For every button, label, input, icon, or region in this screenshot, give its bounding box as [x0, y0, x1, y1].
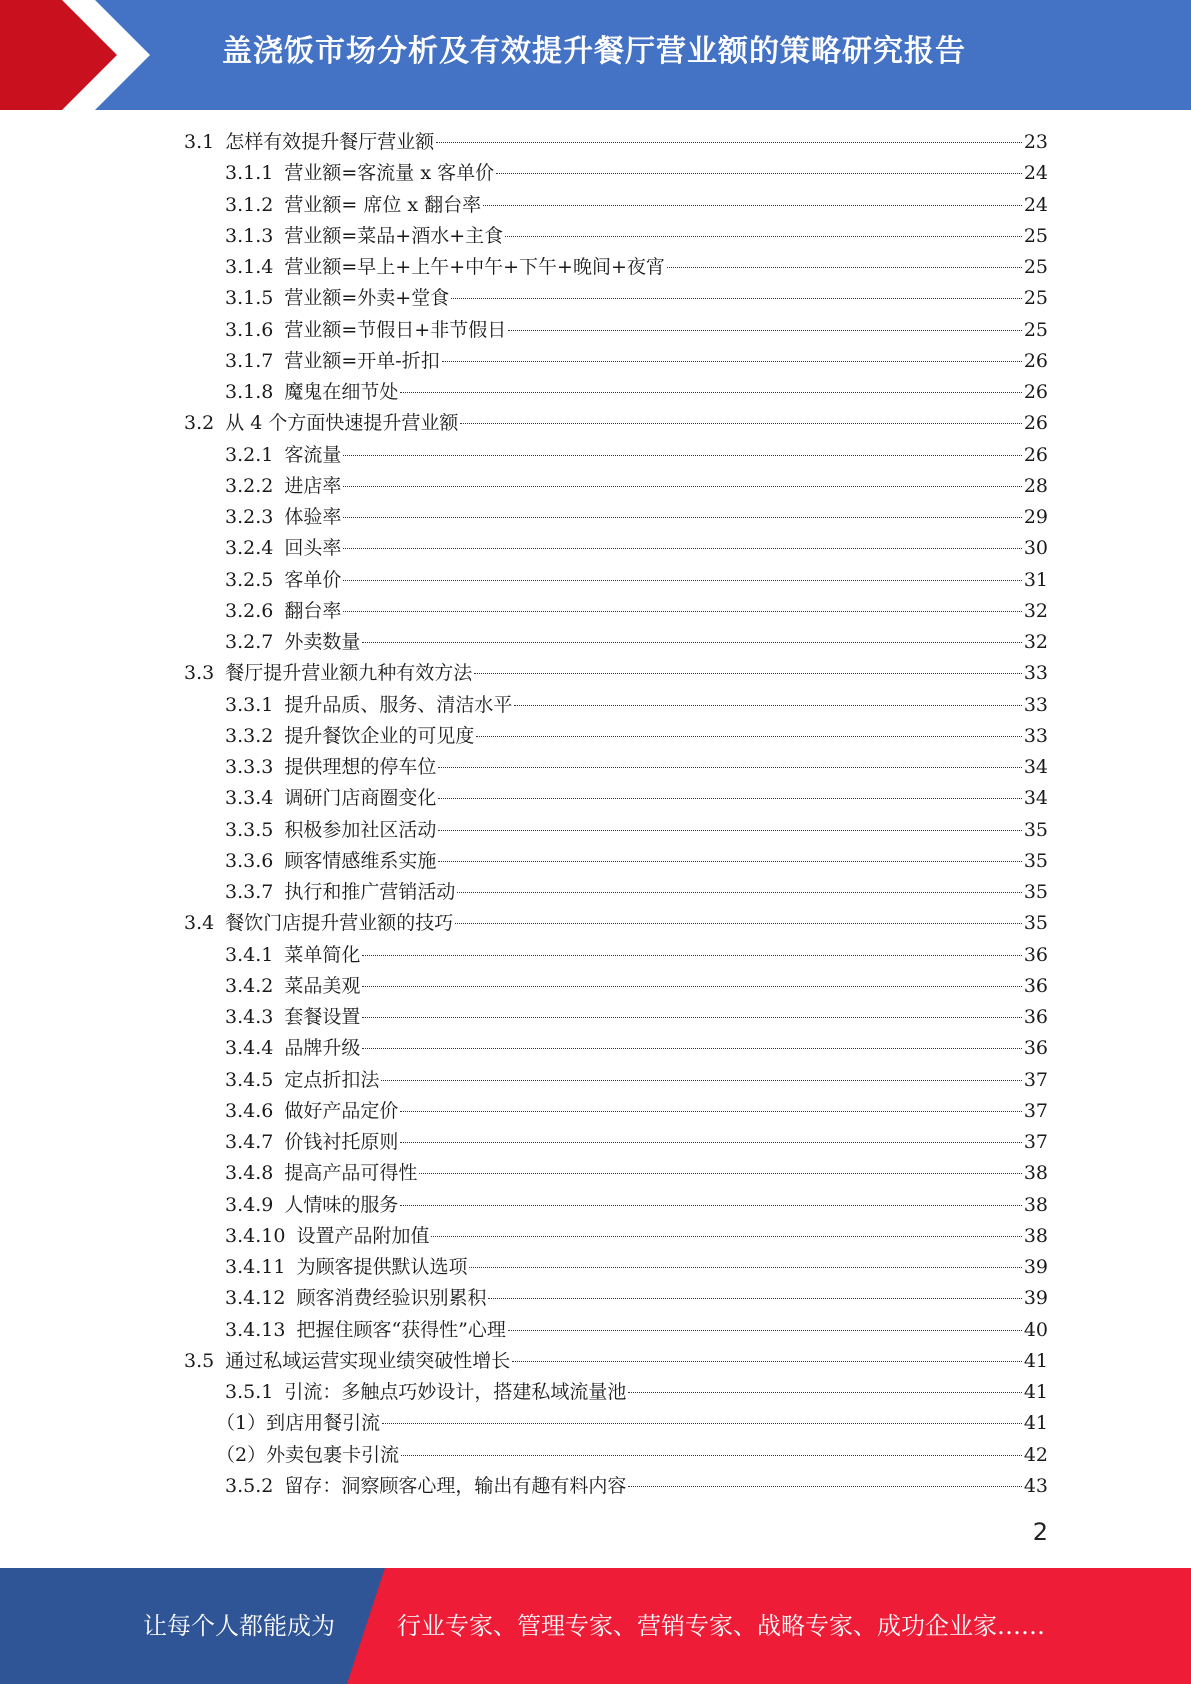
toc-entry[interactable] [184, 971, 1048, 1002]
header-arrow-decoration [0, 0, 170, 110]
toc-entry-number: 3.2.3 [225, 506, 274, 528]
toc-entry-number: 3.5.2 [225, 1474, 274, 1497]
toc-entry-page: 36 [1023, 943, 1048, 966]
toc-entry-title: 价钱衬托原则 [284, 1131, 399, 1153]
toc-entry[interactable] [184, 1408, 1048, 1439]
toc-entry-number: 3.3.3 [225, 756, 274, 778]
toc-leader-dots [476, 736, 1021, 737]
toc-entry-number: 3.2.1 [225, 443, 274, 466]
toc-entry-page: 24 [1023, 162, 1048, 185]
toc-entry-number: 3.3.7 [225, 881, 274, 903]
toc-leader-dots [508, 1330, 1022, 1331]
toc-leader-dots [362, 1048, 1021, 1049]
toc-entry-title: 设置产品附加值 [296, 1224, 430, 1247]
toc-leader-dots [343, 611, 1021, 612]
toc-entry-number: 3.2.4 [225, 537, 274, 560]
toc-entry[interactable] [184, 815, 1048, 846]
toc-entry-page: 37 [1023, 1099, 1048, 1122]
toc-leader-dots [400, 1205, 1021, 1206]
toc-entry-number: 3.1.4 [225, 256, 274, 278]
toc-entry[interactable] [184, 1315, 1048, 1346]
toc-leader-dots [496, 173, 1022, 174]
toc-entry-title: 怎样有效提升餐厅营业额 [225, 131, 435, 153]
toc-leader-dots [362, 642, 1021, 643]
toc-entry-number: 3.4.11 [225, 1256, 286, 1278]
toc-entry-title: 体验率 [284, 506, 342, 528]
toc-entry-title: 做好产品定价 [284, 1099, 399, 1122]
toc-leader-dots [483, 205, 1022, 206]
toc-entry-page: 33 [1023, 662, 1048, 685]
toc-entry-title: 营业额=开单-折扣 [284, 349, 440, 372]
toc-leader-dots [457, 892, 1021, 893]
toc-entry[interactable] [184, 502, 1048, 533]
toc-entry-page: 38 [1023, 1162, 1048, 1185]
toc-entry-title: 营业额=外卖+堂食 [284, 287, 450, 310]
toc-entry-title: 积极参加社区活动 [284, 818, 437, 841]
toc-entry[interactable] [184, 658, 1048, 689]
toc-entry-number: 3.4 [184, 912, 215, 935]
toc-entry-title: 品牌升级 [284, 1037, 361, 1060]
toc-entry-page: 37 [1023, 1068, 1048, 1091]
toc-entry-page: 29 [1023, 506, 1048, 528]
toc-entry[interactable] [184, 533, 1048, 564]
toc-entry-title: 定点折扣法 [284, 1068, 380, 1091]
toc-entry-number: 3.3.1 [225, 693, 274, 716]
toc-entry-title: 营业额=早上+上午+中午+下午+晚间+夜宵 [284, 256, 665, 278]
toc-entry-page: 39 [1023, 1256, 1048, 1278]
toc-entry-title: 调研门店商圈变化 [284, 787, 437, 810]
toc-entry-page: 32 [1023, 631, 1048, 653]
toc-entry-title: 提升餐饮企业的可见度 [284, 724, 475, 747]
toc-entry-page: 26 [1023, 349, 1048, 372]
toc-entry-page: 24 [1023, 193, 1048, 216]
toc-entry[interactable] [184, 221, 1048, 252]
toc-entry[interactable] [184, 252, 1048, 283]
toc-entry[interactable] [184, 721, 1048, 752]
toc-leader-dots [474, 673, 1022, 674]
toc-entry-number: 3.1.7 [225, 349, 274, 372]
toc-leader-dots [442, 361, 1022, 362]
toc-entry-title: 留存：洞察顾客心理，输出有趣有料内容 [284, 1474, 627, 1497]
toc-entry-number: 3.2.7 [225, 631, 274, 653]
toc-entry[interactable] [184, 158, 1048, 189]
header-banner [0, 0, 1191, 110]
toc-entry-title: 菜单简化 [284, 943, 361, 966]
toc-leader-dots [400, 392, 1021, 393]
toc-entry[interactable] [184, 1190, 1048, 1221]
toc-entry[interactable] [184, 565, 1048, 596]
toc-entry[interactable] [184, 1065, 1048, 1096]
toc-entry-title: 人情味的服务 [284, 1193, 399, 1216]
toc-entry-number: 3.5.1 [225, 1381, 274, 1403]
toc-entry-title: 提供理想的停车位 [284, 756, 437, 778]
toc-entry-title: 顾客情感维系实施 [284, 849, 437, 872]
toc-entry-page: 34 [1023, 787, 1048, 810]
toc-entry-number: 3.3.6 [225, 849, 274, 872]
toc-entry-title: 提升品质、服务、清洁水平 [284, 693, 513, 716]
toc-entry-number: 3.3 [184, 662, 215, 685]
toc-leader-dots [343, 486, 1021, 487]
toc-entry[interactable] [184, 1252, 1048, 1283]
toc-entry-page: 36 [1023, 1037, 1048, 1060]
toc-leader-dots [400, 1111, 1021, 1112]
toc-entry-title: 菜品美观 [284, 974, 361, 997]
toc-entry-title: 客单价 [284, 568, 342, 591]
toc-leader-dots [431, 1236, 1021, 1237]
table-of-contents [184, 127, 1048, 1502]
toc-entry-page: 40 [1023, 1318, 1048, 1341]
toc-entry[interactable] [184, 1002, 1048, 1033]
toc-entry-page: 35 [1023, 912, 1048, 935]
toc-entry-page: 25 [1023, 224, 1048, 247]
toc-entry[interactable] [184, 1158, 1048, 1189]
toc-entry-title: 营业额=客流量 x 客单价 [284, 162, 495, 185]
toc-leader-dots [436, 142, 1022, 143]
toc-entry-number: 3.3.2 [225, 724, 274, 747]
toc-leader-dots [488, 1298, 1021, 1299]
toc-leader-dots [505, 236, 1022, 237]
toc-entry-page: 26 [1023, 381, 1048, 403]
toc-entry[interactable] [184, 1471, 1048, 1502]
toc-entry[interactable] [184, 690, 1048, 721]
toc-entry-number: （1） [216, 1412, 267, 1435]
toc-entry-number: 3.4.8 [225, 1162, 274, 1185]
toc-entry-page: 36 [1023, 1006, 1048, 1028]
toc-entry-title: 顾客消费经验识别累积 [296, 1287, 487, 1310]
toc-entry-number: 3.5 [184, 1349, 215, 1372]
toc-entry-page: 28 [1023, 474, 1048, 497]
toc-entry[interactable] [184, 440, 1048, 471]
toc-entry[interactable] [184, 1033, 1048, 1064]
toc-entry-title: 餐饮门店提升营业额的技巧 [225, 912, 454, 935]
report-title: 盖浇饭市场分析及有效提升餐厅营业额的策略研究报告 [222, 34, 966, 69]
toc-entry-page: 41 [1023, 1349, 1048, 1372]
toc-entry-number: 3.4.10 [225, 1224, 286, 1247]
toc-leader-dots [362, 955, 1021, 956]
toc-leader-dots [343, 580, 1021, 581]
toc-entry-page: 39 [1023, 1287, 1048, 1310]
toc-entry[interactable] [184, 627, 1048, 658]
toc-entry-page: 41 [1023, 1412, 1048, 1435]
toc-entry[interactable] [184, 315, 1048, 346]
toc-entry-page: 26 [1023, 412, 1048, 435]
toc-entry-title: 回头率 [284, 537, 342, 560]
toc-entry[interactable] [184, 408, 1048, 439]
toc-entry-number: 3.3.5 [225, 818, 274, 841]
toc-leader-dots [512, 1361, 1022, 1362]
toc-leader-dots [628, 1392, 1021, 1393]
toc-entry-page: 36 [1023, 974, 1048, 997]
toc-entry-page: 33 [1023, 693, 1048, 716]
footer-slogan-right: 行业专家、管理专家、营销专家、战略专家、成功企业家…… [397, 1612, 1045, 1640]
toc-entry-number: 3.4.5 [225, 1068, 274, 1091]
toc-entry-number: 3.1.6 [225, 318, 274, 341]
toc-leader-dots [401, 1455, 1022, 1456]
toc-leader-dots [438, 798, 1021, 799]
toc-entry-title: 把握住顾客“获得性”心理 [296, 1318, 506, 1341]
toc-entry-page: 43 [1023, 1474, 1048, 1497]
footer-slogan-left: 让每个人都能成为 [143, 1612, 335, 1640]
toc-entry-number: 3.4.3 [225, 1006, 274, 1028]
toc-entry[interactable] [184, 127, 1048, 158]
toc-leader-dots [343, 548, 1021, 549]
toc-entry-number: 3.1 [184, 131, 215, 153]
toc-entry[interactable] [184, 1377, 1048, 1408]
toc-entry-page: 37 [1023, 1131, 1048, 1153]
toc-entry[interactable] [184, 1221, 1048, 1252]
toc-entry[interactable] [184, 752, 1048, 783]
toc-entry-page: 34 [1023, 756, 1048, 778]
toc-leader-dots [438, 830, 1021, 831]
toc-entry-title: 提高产品可得性 [284, 1162, 418, 1185]
toc-entry-page: 35 [1023, 818, 1048, 841]
toc-entry-title: 从 4 个方面快速提升营业额 [225, 412, 459, 435]
toc-entry-number: 3.1.1 [225, 162, 274, 185]
toc-entry-title: 营业额=菜品+酒水+主食 [284, 224, 504, 247]
toc-entry-title: 执行和推广营销活动 [284, 881, 456, 903]
toc-entry-page: 25 [1023, 318, 1048, 341]
toc-leader-dots [381, 1080, 1021, 1081]
toc-entry-number: 3.4.13 [225, 1318, 286, 1341]
toc-leader-dots [438, 861, 1021, 862]
toc-entry[interactable] [184, 471, 1048, 502]
toc-entry-page: 33 [1023, 724, 1048, 747]
toc-leader-dots [667, 267, 1022, 268]
toc-leader-dots [400, 1142, 1021, 1143]
toc-leader-dots [514, 705, 1021, 706]
toc-leader-dots [508, 330, 1022, 331]
toc-entry-title: 营业额= 席位 x 翻台率 [284, 193, 482, 216]
toc-entry-page: 31 [1023, 568, 1048, 591]
toc-entry-title: 外卖数量 [284, 631, 361, 653]
toc-leader-dots [455, 923, 1022, 924]
toc-leader-dots [460, 423, 1021, 424]
toc-entry[interactable] [184, 1283, 1048, 1314]
toc-leader-dots [343, 455, 1021, 456]
toc-leader-dots [362, 1017, 1021, 1018]
toc-leader-dots [438, 767, 1021, 768]
footer-banner [0, 1568, 1191, 1684]
toc-entry-number: 3.4.1 [225, 943, 274, 966]
toc-entry-title: 翻台率 [284, 599, 342, 622]
toc-entry-page: 25 [1023, 256, 1048, 278]
toc-entry-number: 3.1.2 [225, 193, 274, 216]
toc-entry-number: 3.1.5 [225, 287, 274, 310]
toc-entry-title: 到店用餐引流 [266, 1412, 381, 1435]
toc-entry-number: 3.4.6 [225, 1099, 274, 1122]
toc-entry-title: 引流：多触点巧妙设计，搭建私域流量池 [284, 1381, 627, 1403]
toc-entry-page: 30 [1023, 537, 1048, 560]
toc-entry-title: 为顾客提供默认选项 [296, 1256, 468, 1278]
toc-entry-number: 3.4.2 [225, 974, 274, 997]
toc-entry-title: 营业额=节假日+非节假日 [284, 318, 507, 341]
toc-entry[interactable] [184, 1127, 1048, 1158]
toc-entry-number: 3.2.5 [225, 568, 274, 591]
toc-leader-dots [469, 1267, 1021, 1268]
toc-leader-dots [382, 1423, 1022, 1424]
toc-leader-dots [628, 1486, 1021, 1487]
toc-leader-dots [451, 298, 1022, 299]
toc-entry-number: 3.1.3 [225, 224, 274, 247]
toc-entry[interactable] [184, 908, 1048, 939]
toc-entry-page: 23 [1023, 131, 1048, 153]
toc-entry-number: 3.2 [184, 412, 215, 435]
toc-leader-dots [362, 986, 1021, 987]
toc-entry-page: 32 [1023, 599, 1048, 622]
toc-entry[interactable] [184, 1440, 1048, 1471]
toc-entry-page: 42 [1023, 1443, 1048, 1466]
toc-leader-dots [419, 1173, 1021, 1174]
toc-entry-page: 35 [1023, 849, 1048, 872]
toc-entry-number: 3.4.12 [225, 1287, 286, 1310]
toc-entry-page: 38 [1023, 1224, 1048, 1247]
toc-entry-page: 35 [1023, 881, 1048, 903]
toc-entry[interactable] [184, 1346, 1048, 1377]
toc-entry-title: 魔鬼在细节处 [284, 381, 399, 403]
toc-entry[interactable] [184, 283, 1048, 314]
toc-leader-dots [343, 517, 1021, 518]
toc-entry[interactable] [184, 846, 1048, 877]
toc-entry-page: 25 [1023, 287, 1048, 310]
toc-entry-number: （2） [216, 1443, 267, 1466]
toc-entry-page: 26 [1023, 443, 1048, 466]
toc-entry[interactable] [184, 596, 1048, 627]
toc-entry[interactable] [184, 877, 1048, 908]
toc-entry-number: 3.1.8 [225, 381, 274, 403]
toc-entry[interactable] [184, 346, 1048, 377]
toc-entry[interactable] [184, 783, 1048, 814]
toc-entry-title: 客流量 [284, 443, 342, 466]
toc-entry-title: 套餐设置 [284, 1006, 361, 1028]
toc-entry-number: 3.2.6 [225, 599, 274, 622]
toc-entry-title: 进店率 [284, 474, 342, 497]
toc-entry-number: 3.4.7 [225, 1131, 274, 1153]
toc-entry-number: 3.4.9 [225, 1193, 274, 1216]
toc-entry-title: 餐厅提升营业额九种有效方法 [225, 662, 473, 685]
toc-entry-page: 38 [1023, 1193, 1048, 1216]
toc-entry[interactable] [184, 1096, 1048, 1127]
toc-entry-page: 41 [1023, 1381, 1048, 1403]
toc-entry-title: 外卖包裹卡引流 [266, 1443, 400, 1466]
toc-entry[interactable] [184, 377, 1048, 408]
page-number: 2 [1032, 1518, 1048, 1546]
toc-entry-number: 3.3.4 [225, 787, 274, 810]
toc-entry-title: 通过私域运营实现业绩突破性增长 [225, 1349, 511, 1372]
toc-entry[interactable] [184, 190, 1048, 221]
toc-entry-number: 3.2.2 [225, 474, 274, 497]
toc-entry[interactable] [184, 940, 1048, 971]
toc-entry-number: 3.4.4 [225, 1037, 274, 1060]
